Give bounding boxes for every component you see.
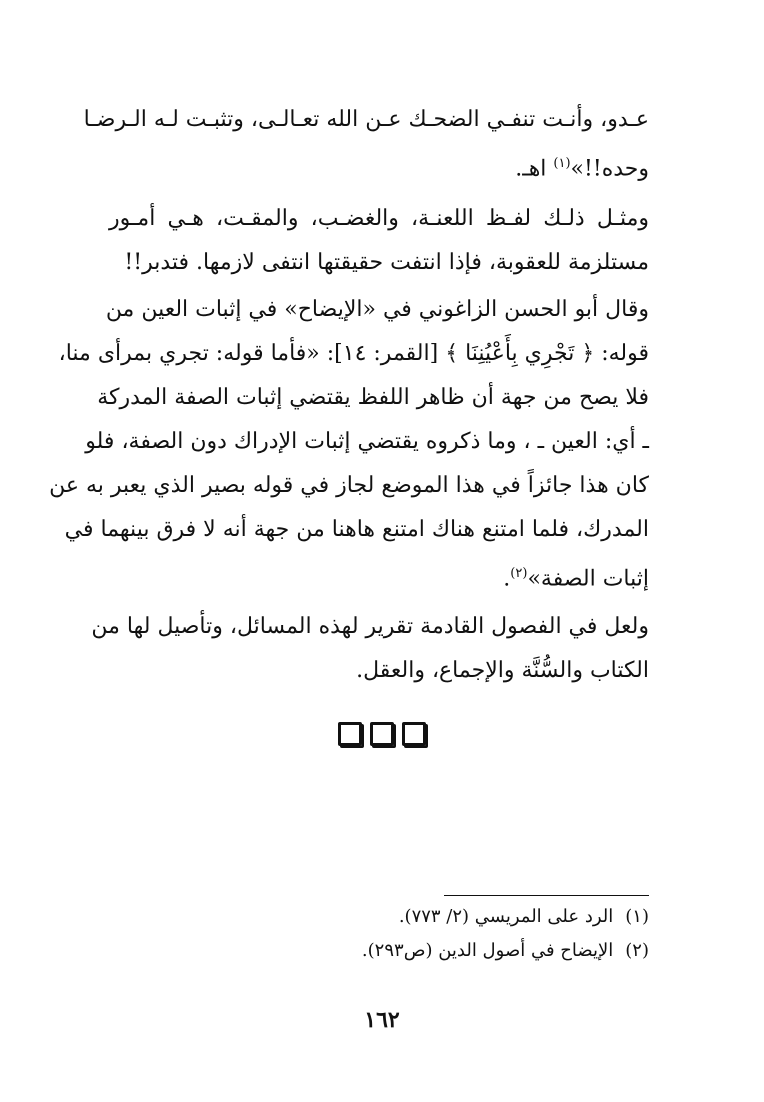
footnote-divider — [444, 895, 649, 896]
footnote-text: الرد على المريسي (٢/ ٧٧٣). — [398, 906, 614, 927]
text-fragment: وحده!!» — [570, 156, 649, 182]
text-line: عـدو، وأنـت تنفـي الضحـك عـن الله تعـالـى، وتثبـت لـه الـرضـا — [83, 107, 649, 132]
text-fragment: اهـ. — [515, 156, 554, 182]
footnote-ref: (٢) — [510, 566, 528, 581]
square-icon — [370, 722, 394, 746]
square-icon — [338, 722, 362, 746]
text-line — [109, 552, 649, 601]
text-line: ولعل في الفصول القادمة تقرير لهذه المسائل، وتأصيل لها من — [91, 614, 649, 639]
footnote — [109, 902, 649, 932]
text-line: فلا يصح من جهة أن ظاهر اللفظ يقتضي إثبات الصفة المدركة — [97, 385, 649, 410]
text-line — [109, 142, 649, 191]
text-line: مستلزمة للعقوبة، فإذا انتفت حقيقتها انتفى لازمها. فتدبر!! — [124, 250, 649, 275]
footnote-number: (١) — [625, 906, 649, 927]
section-separator — [0, 722, 764, 750]
text-line: ومثـل ذلـك لفـظ اللعنـة، والغضـب، والمقـت، هـي أمـور — [109, 206, 649, 231]
text-line: قوله: ﴿ تَجْرِي بِأَعْيُنِنَا ﴾ [القمر: ١٤]: «فأما قوله: تجري بمرأى منا، — [58, 341, 649, 366]
text-fragment: . — [503, 566, 511, 592]
square-icon — [402, 722, 426, 746]
footnote-text: الإيضاح في أصول الدين (ص٢٩٣). — [361, 940, 614, 961]
text-line: المدرك، فلما امتنع هناك امتنع هاهنا من جهة أنه لا فرق بينهما في — [64, 517, 649, 542]
text-fragment: إثبات الصفة» — [527, 566, 649, 592]
footnote-number: (٢) — [625, 940, 649, 961]
text-line: وقال أبو الحسن الزاغوني في «الإيضاح» في إثبات العين من — [105, 297, 649, 322]
footnote — [109, 936, 649, 966]
text-line: كان هذا جائزاً في هذا الموضع لجاز في قوله بصير الذي يعبر به عن — [49, 473, 649, 498]
footnote-ref: (١) — [553, 156, 571, 171]
text-line: الكتاب والسُّنَّة والإجماع، والعقل. — [356, 658, 649, 683]
page-number: ١٦٢ — [364, 1007, 400, 1033]
text-line: ـ أي: العين ـ ، وما ذكروه يقتضي إثبات الإدراك دون الصفة، فلو — [85, 429, 649, 454]
